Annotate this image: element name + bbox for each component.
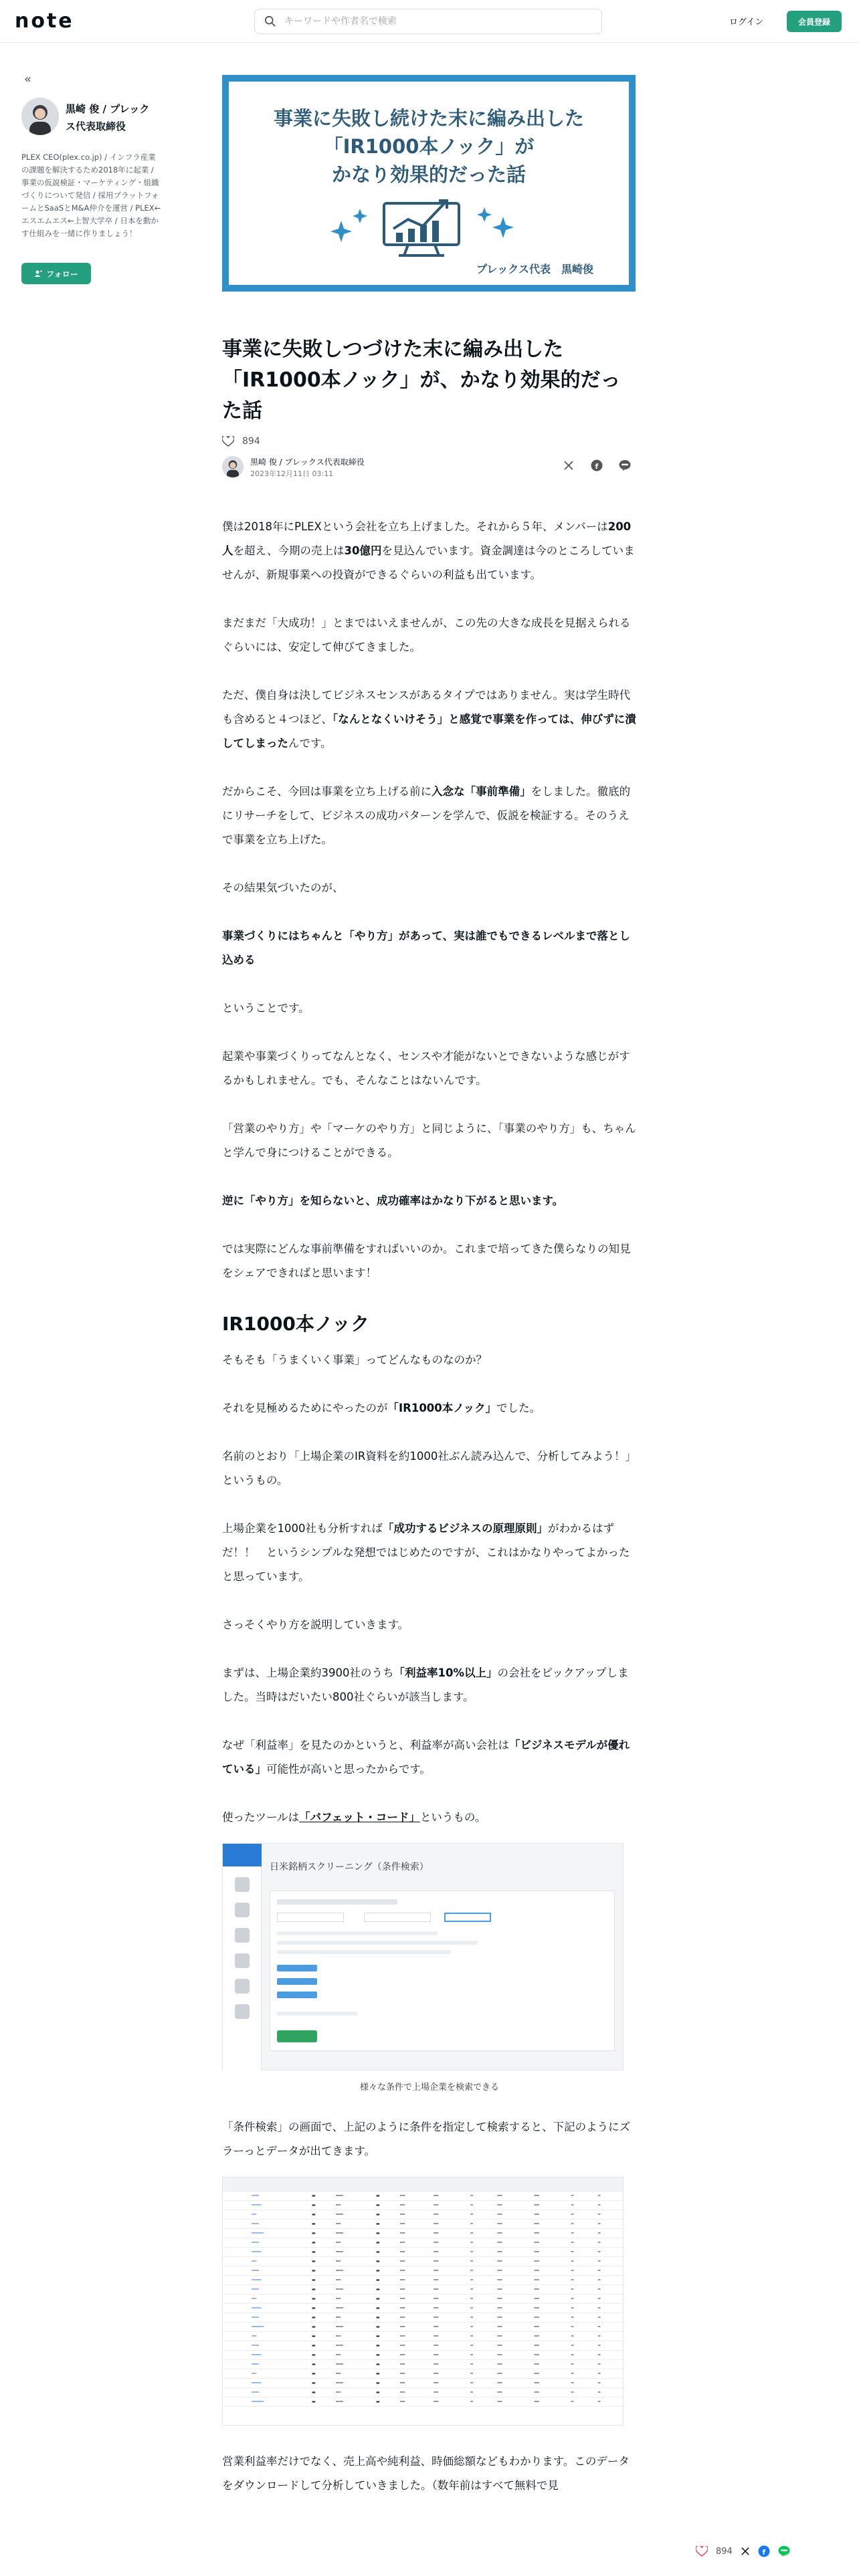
hero-banner — [222, 75, 636, 292]
paragraph: 上場企業を1000社も分析すれば「成功するビジネスの原理原則」がわかるはずだ！！ というシンプルな発想ではじめたのですが、これはかなりやってよかったと思っています。 — [222, 1522, 630, 1583]
facebook-share-icon[interactable] — [758, 2545, 770, 2557]
sidebar-author-name[interactable]: 黒崎 俊 / プレックス代表取締役 — [66, 103, 150, 132]
paragraph: 「条件検索」の画面で、上記のように条件を指定して検索すると、下記のようにズラーっとデータが出てきます。 — [222, 2121, 631, 2157]
site-header — [0, 0, 859, 43]
heart-icon[interactable] — [222, 436, 234, 447]
paragraph: その結果気づいたのが、 — [222, 881, 344, 894]
paragraph: だからこそ、今回は事業を立ち上げる前に入念な「事前準備」をしました。徹底的にリサーチをして、ビジネスの成功パターンを学んで、仮説を検証する。そのうえで事業を立ち上げた。 — [222, 785, 631, 846]
search-input[interactable] — [284, 16, 579, 27]
paragraph: ただ、僕自身は決してビジネスセンスがあるタイプではありません。実は学生時代も含めると４つほど、「なんとなくいけそう」と感覚で事業を作っては、伸びずに潰してしまったんです。 — [222, 689, 636, 750]
paragraph: 名前のとおり「上場企業のIR資料を約1000社ぶん読み込んで、分析してみよう！」というもの。 — [222, 1450, 636, 1487]
signup-button[interactable]: 会員登録 — [787, 11, 842, 32]
section-heading: IR1000本ノック — [222, 1313, 369, 1335]
paragraph: 「営業のやり方」や「マーケのやり方」と同じように、「事業のやり方」も、ちゃんと学んで身につけることができる。 — [222, 1122, 636, 1159]
author-name[interactable]: 黒崎 俊 / プレックス代表取締役 — [250, 457, 365, 467]
paragraph: それを見極めるためにやったのが「IR1000本ノック」でした。 — [222, 1402, 541, 1414]
collapse-sidebar-icon[interactable]: « — [24, 72, 32, 86]
paragraph: ということです。 — [222, 1002, 310, 1014]
hero-title: 事業に失敗し続けた末に編み出した 「IR1000本ノック」が かなり効果的だった話 — [273, 107, 584, 186]
like-area[interactable] — [222, 436, 637, 447]
buffett-code-link[interactable]: 「バフェット・コード」 — [299, 1811, 420, 1824]
facebook-share-icon[interactable] — [590, 459, 603, 472]
heart-icon[interactable] — [696, 2546, 708, 2557]
svg-text:f: f — [595, 462, 599, 471]
floating-action-bar — [696, 2545, 790, 2557]
author-avatar-small[interactable] — [222, 456, 244, 477]
hero-caption: プレックス代表 黒崎俊 — [476, 263, 594, 276]
screenshot-sidebar — [223, 1844, 262, 2071]
screenshot-filter-panel — [270, 1891, 615, 2051]
publish-date: 2023年12月11日 03:11 — [250, 469, 334, 478]
figure-caption: 様々な条件で上場企業を検索できる — [359, 2082, 499, 2092]
screening-screenshot — [222, 1843, 624, 2070]
article-body — [222, 515, 637, 2498]
note-logo[interactable]: note — [15, 9, 74, 33]
search-icon — [264, 15, 276, 27]
sidebar-author-bio: PLEX CEO(plex.co.jp) / インフラ産業の課題を解決するため2018年に起業 / 事業の仮説検証・マーケティング・組織づくりについて発信 / 採用プラットフォームとSaaSとM&A仲介を運営 / PLEX←エスエムエス←上智大学卒 / 日本を動かす仕組みを一緒に作りましょう！ — [21, 152, 161, 238]
follow-button[interactable] — [21, 263, 91, 284]
paragraph: そもそも「うまくいく事業」ってどんなものなのか？ — [222, 1354, 487, 1366]
svg-text:f: f — [762, 2548, 766, 2557]
share-buttons — [562, 459, 632, 472]
results-table-screenshot — [222, 2177, 624, 2426]
paragraph: 事業づくりにはちゃんと「やり方」があって、実は誰でもできるレベルまで落とし込める — [222, 930, 631, 966]
x-share-icon[interactable] — [741, 2547, 750, 2556]
paragraph: まだまだ「大成功！」とまではいえませんが、この先の大きな成長を見据えられるぐらいには、安定して伸びてきました。 — [222, 617, 631, 653]
article — [222, 334, 637, 2522]
login-link[interactable]: ログイン — [729, 17, 764, 27]
like-count[interactable]: 894 — [242, 436, 260, 447]
line-share-icon[interactable] — [778, 2545, 790, 2557]
paragraph: なぜ「利益率」を見たのかというと、利益率が高い会社は「ビジネスモデルが優れている」可能性が高いと思ったからです。 — [222, 1739, 630, 1776]
paragraph: 逆に「やり方」を知らないと、成功確率はかなり下がると思います。 — [222, 1194, 564, 1207]
author-row — [222, 455, 637, 481]
x-share-icon[interactable] — [562, 459, 575, 472]
floating-like-count[interactable]: 894 — [716, 2546, 733, 2557]
paragraph: さっそくやり方を説明していきます。 — [222, 1618, 409, 1631]
screenshot-title: 日米銘柄スクリーニング（条件検索） — [270, 1862, 429, 1872]
author-avatar[interactable] — [21, 98, 59, 135]
line-share-icon[interactable] — [618, 459, 632, 472]
follow-label: フォロー — [46, 269, 78, 279]
paragraph: まずは、上場企業約3900社のうち「利益率10%以上」の会社をピックアップしました。当時はだいたい800社ぐらいが該当します。 — [222, 1667, 629, 1703]
screenshot-search-button — [277, 2030, 317, 2042]
paragraph: 営業利益率だけでなく、売上高や純利益、時価総額などもわかります。このデータをダウンロードして分析していきました。（数年前はすべて無料で見 — [222, 2455, 630, 2492]
results-table: ━━━ ▬ ━━━ ▬ ━━ ━━ ━ ━━ ━━ ━ ━ ━━━━ ▬ ━━ ▬ ━━ ━━ ━ ━━ ━━ ━ ━ ━━ ▬ ━━━ ▬ ━━ ━━ ━ ━━ ━━ ━ ━ ━━━ ▬ ━━ ▬ ━━ ━━ ━ ━━ ━━ ━ ━ ━━━━━ ▬ ━━━ ▬ ━━ ━━ ━ ━━ ━━ ━ ━ ━━━ ▬ ━━ ▬ ━━ ━━ ━ ━━ ━━ ━ ━ ━━━━ ▬ ━━━ ▬ ━━ ━━ ━ ━━ ━━ ━ ━ ━━ ▬ ━━ ▬ ━━ ━━ ━ ━━ ━━ ━ ━ ━━━ ▬ ━━━ ▬ ━━ ━━ ━ ━━ ━━ ━ ━ ━━━━ ▬ ━━ ▬ ━━ ━━ ━ ━━ ━━ ━ ━ ━━━ ▬ ━━━ ▬ ━━ ━━ ━ ━━ ━━ ━ ━ ━━ ▬ ━━ ▬ ━━ ━━ ━ ━━ ━━ ━ ━ ━━━━ ▬ ━━━ ▬ ━━ ━━ ━ ━━ ━━ ━ ━ ━━━ ▬ ━━ ▬ ━━ ━━ ━ ━━ ━━ ━ ━ ━━━━━ ▬ ━━━ ▬ ━━ ━━ ━ ━━ ━━ ━ ━ ━━ ▬ ━━ ▬ ━━ ━━ ━ ━━ ━━ ━ ━ ━━━ ▬ ━━━ ▬ ━━ ━━ ━ ━━ ━━ ━ ━ ━━━━ ▬ ━━ ▬ ━━ ━━ ━ ━━ ━━ ━ ━ ━━━ ▬ ━━━ ▬ ━━ ━━ ━ ━━ ━━ ━ ━ ━━ ▬ ━━ ▬ ━━ ━━ ━ ━━ ━━ ━ ━ ━━━━ ▬ ━━━ ▬ ━━ ━━ ━ ━━ ━━ ━ ━ ━━━ ▬ ━━ ▬ ━━ ━━ ━ ━━ ━━ ━ ━ ━━━━━ ▬ ━━━ ▬ ━━ ━━ ━ ━━ ━━ ━ ━ — [223, 2177, 623, 2407]
search-box[interactable] — [254, 9, 602, 34]
article-title: 事業に失敗しつづけた末に編み出した「IR1000本ノック」が、かなり効果的だった話 — [222, 338, 621, 423]
paragraph: 使ったツールは「バフェット・コード」というもの。 — [222, 1811, 486, 1824]
growth-chart-icon — [329, 194, 530, 258]
paragraph: では実際にどんな事前準備をすればいいのか。これまで培ってきた僕らなりの知見をシェアできればと思います！ — [222, 1243, 631, 1279]
user-plus-icon — [34, 270, 42, 278]
paragraph: 起業や事業づくりってなんとなく、センスや才能がないとできないような感じがするかもしれません。でも、そんなことはないんです。 — [222, 1050, 630, 1087]
paragraph: 僕は2018年にPLEXという会社を立ち上げました。それから５年、メンバーは200人を超え、今期の売上は30億円を見込んでいます。資金調達は今のところしていませんが、新規事業への投資ができるぐらいの利益も出ています。 — [222, 520, 635, 581]
